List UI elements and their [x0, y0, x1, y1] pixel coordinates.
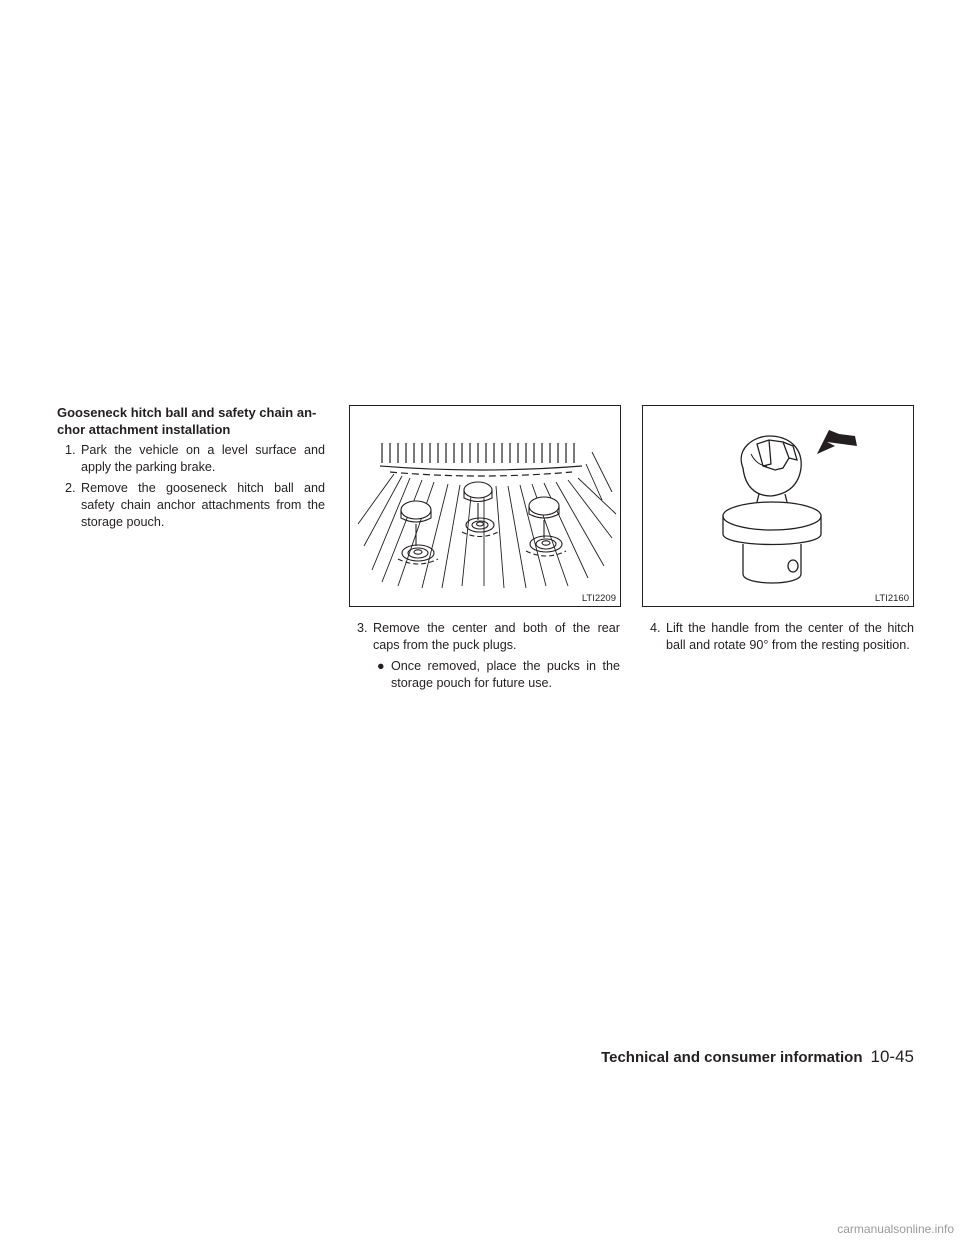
bullet-item — [349, 658, 620, 692]
heading-line-2: chor attachment installation — [57, 422, 231, 437]
step-1 — [57, 442, 325, 476]
middle-column — [349, 620, 620, 692]
figure-code: LTI2209 — [581, 593, 616, 604]
page-number: 10-45 — [870, 1047, 914, 1066]
figure-puck-plugs — [349, 405, 621, 607]
figure-code: LTI2160 — [874, 593, 909, 604]
step-text: Remove the gooseneck hitch ball and safety chain anchor attachments from the storage pouch. — [81, 481, 325, 529]
right-column — [642, 620, 914, 658]
step-number: 3. — [357, 621, 368, 635]
watermark: carmanualsonline.info — [837, 1222, 954, 1236]
heading-line-1: Gooseneck hitch ball and safety chain an- — [57, 405, 317, 420]
step-4 — [642, 620, 914, 654]
left-column — [57, 404, 325, 535]
page-footer — [601, 1047, 914, 1068]
step-text: Remove the center and both of the rear caps from the puck plugs. — [373, 621, 620, 652]
gooseneck-hitch-ball-icon — [643, 406, 913, 606]
figure-hitch-ball — [642, 405, 914, 607]
truck-bed-puck-plugs-icon — [350, 406, 620, 606]
step-text: Lift the handle from the center of the hitch ball and rotate 90° from the resting position. — [666, 621, 914, 652]
step-3 — [349, 620, 620, 654]
step-text: Park the vehicle on a level surface and apply the parking brake. — [81, 443, 325, 474]
step-number: 2. — [65, 481, 76, 495]
step-number: 1. — [65, 443, 76, 457]
step-number: 4. — [650, 621, 661, 635]
section-heading — [57, 404, 325, 438]
footer-section-title: Technical and consumer information — [601, 1049, 863, 1066]
bullet-text: Once removed, place the pucks in the storage pouch for future use. — [391, 659, 620, 690]
bullet-icon: ● — [377, 659, 385, 673]
step-2 — [57, 480, 325, 531]
